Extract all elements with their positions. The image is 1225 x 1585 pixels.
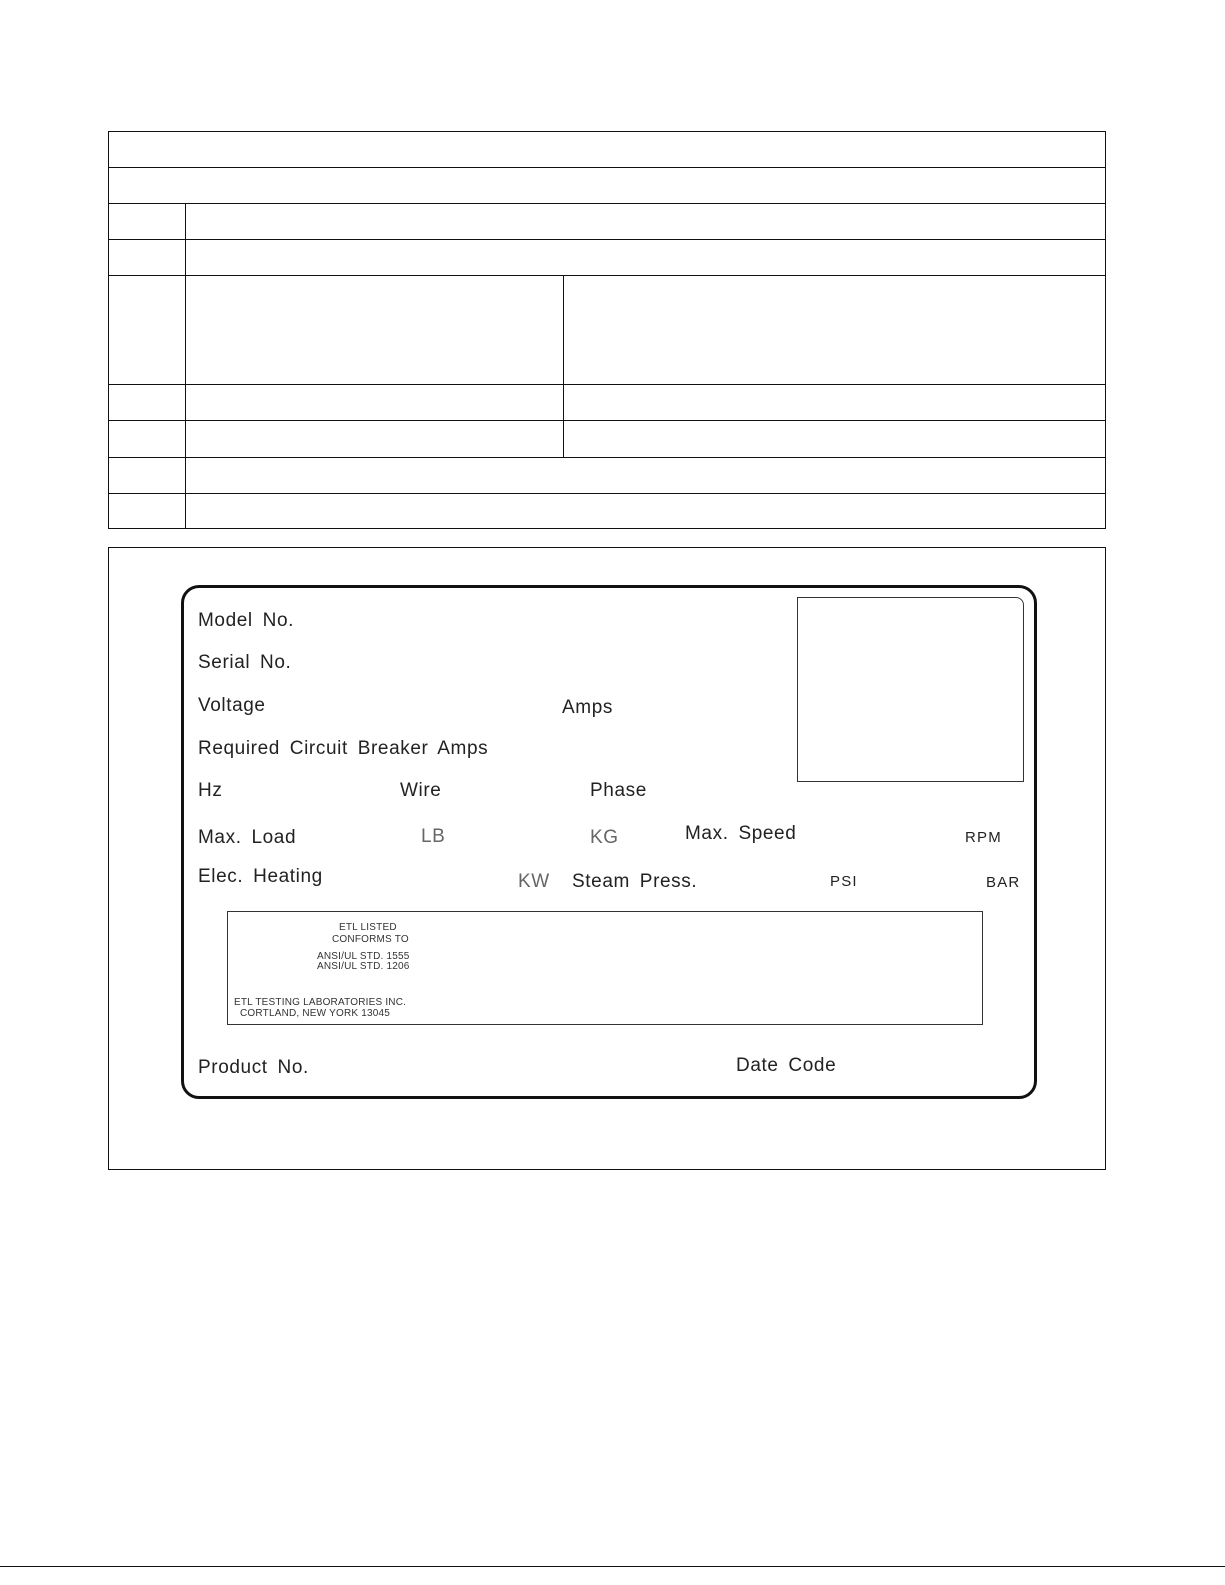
table-row-line (109, 167, 1105, 168)
table-row-line (109, 420, 1105, 421)
amps-label: Amps (562, 697, 613, 718)
etl-lab-address: CORTLAND, NEW YORK 13045 (240, 1008, 391, 1019)
table-row-line (109, 384, 1105, 385)
table-row-line (109, 203, 1105, 204)
elec-heating-label: Elec. Heating (198, 866, 323, 887)
table-column-line (185, 203, 186, 529)
steam-press-label: Steam Press. (572, 871, 698, 892)
table-row-line (109, 493, 1105, 494)
table-column-line (563, 275, 564, 457)
rpm-unit-label: RPM (965, 829, 1002, 846)
etl-listed-text: ETL LISTED (339, 922, 397, 933)
kg-unit-label: KG (590, 827, 619, 848)
bar-unit-label: BAR (986, 874, 1021, 891)
table-row-line (109, 239, 1105, 240)
etl-standard-1555: ANSI/UL STD. 1555 (317, 951, 410, 962)
hz-label: Hz (198, 780, 223, 801)
serial-no-label: Serial No. (198, 652, 292, 673)
psi-unit-label: PSI (830, 873, 858, 890)
table-row-line (109, 457, 1105, 458)
etl-conforms-text: CONFORMS TO (332, 934, 409, 945)
table-row-line (109, 275, 1105, 276)
max-load-label: Max. Load (198, 827, 297, 848)
wire-label: Wire (400, 780, 442, 801)
lb-unit-label: LB (421, 826, 446, 847)
page-bottom-rule (0, 1566, 1225, 1567)
max-speed-label: Max. Speed (685, 823, 797, 844)
etl-standard-1206: ANSI/UL STD. 1206 (317, 961, 410, 972)
etl-lab-name: ETL TESTING LABORATORIES INC. (234, 997, 407, 1008)
blank-form-table (108, 131, 1106, 529)
product-no-label: Product No. (198, 1057, 309, 1078)
voltage-label: Voltage (198, 695, 266, 716)
nameplate-blank-window (797, 597, 1024, 782)
kw-unit-label: KW (518, 871, 550, 892)
date-code-label: Date Code (736, 1055, 837, 1076)
circuit-breaker-label: Required Circuit Breaker Amps (198, 738, 489, 759)
phase-label: Phase (590, 780, 647, 801)
model-no-label: Model No. (198, 610, 294, 631)
